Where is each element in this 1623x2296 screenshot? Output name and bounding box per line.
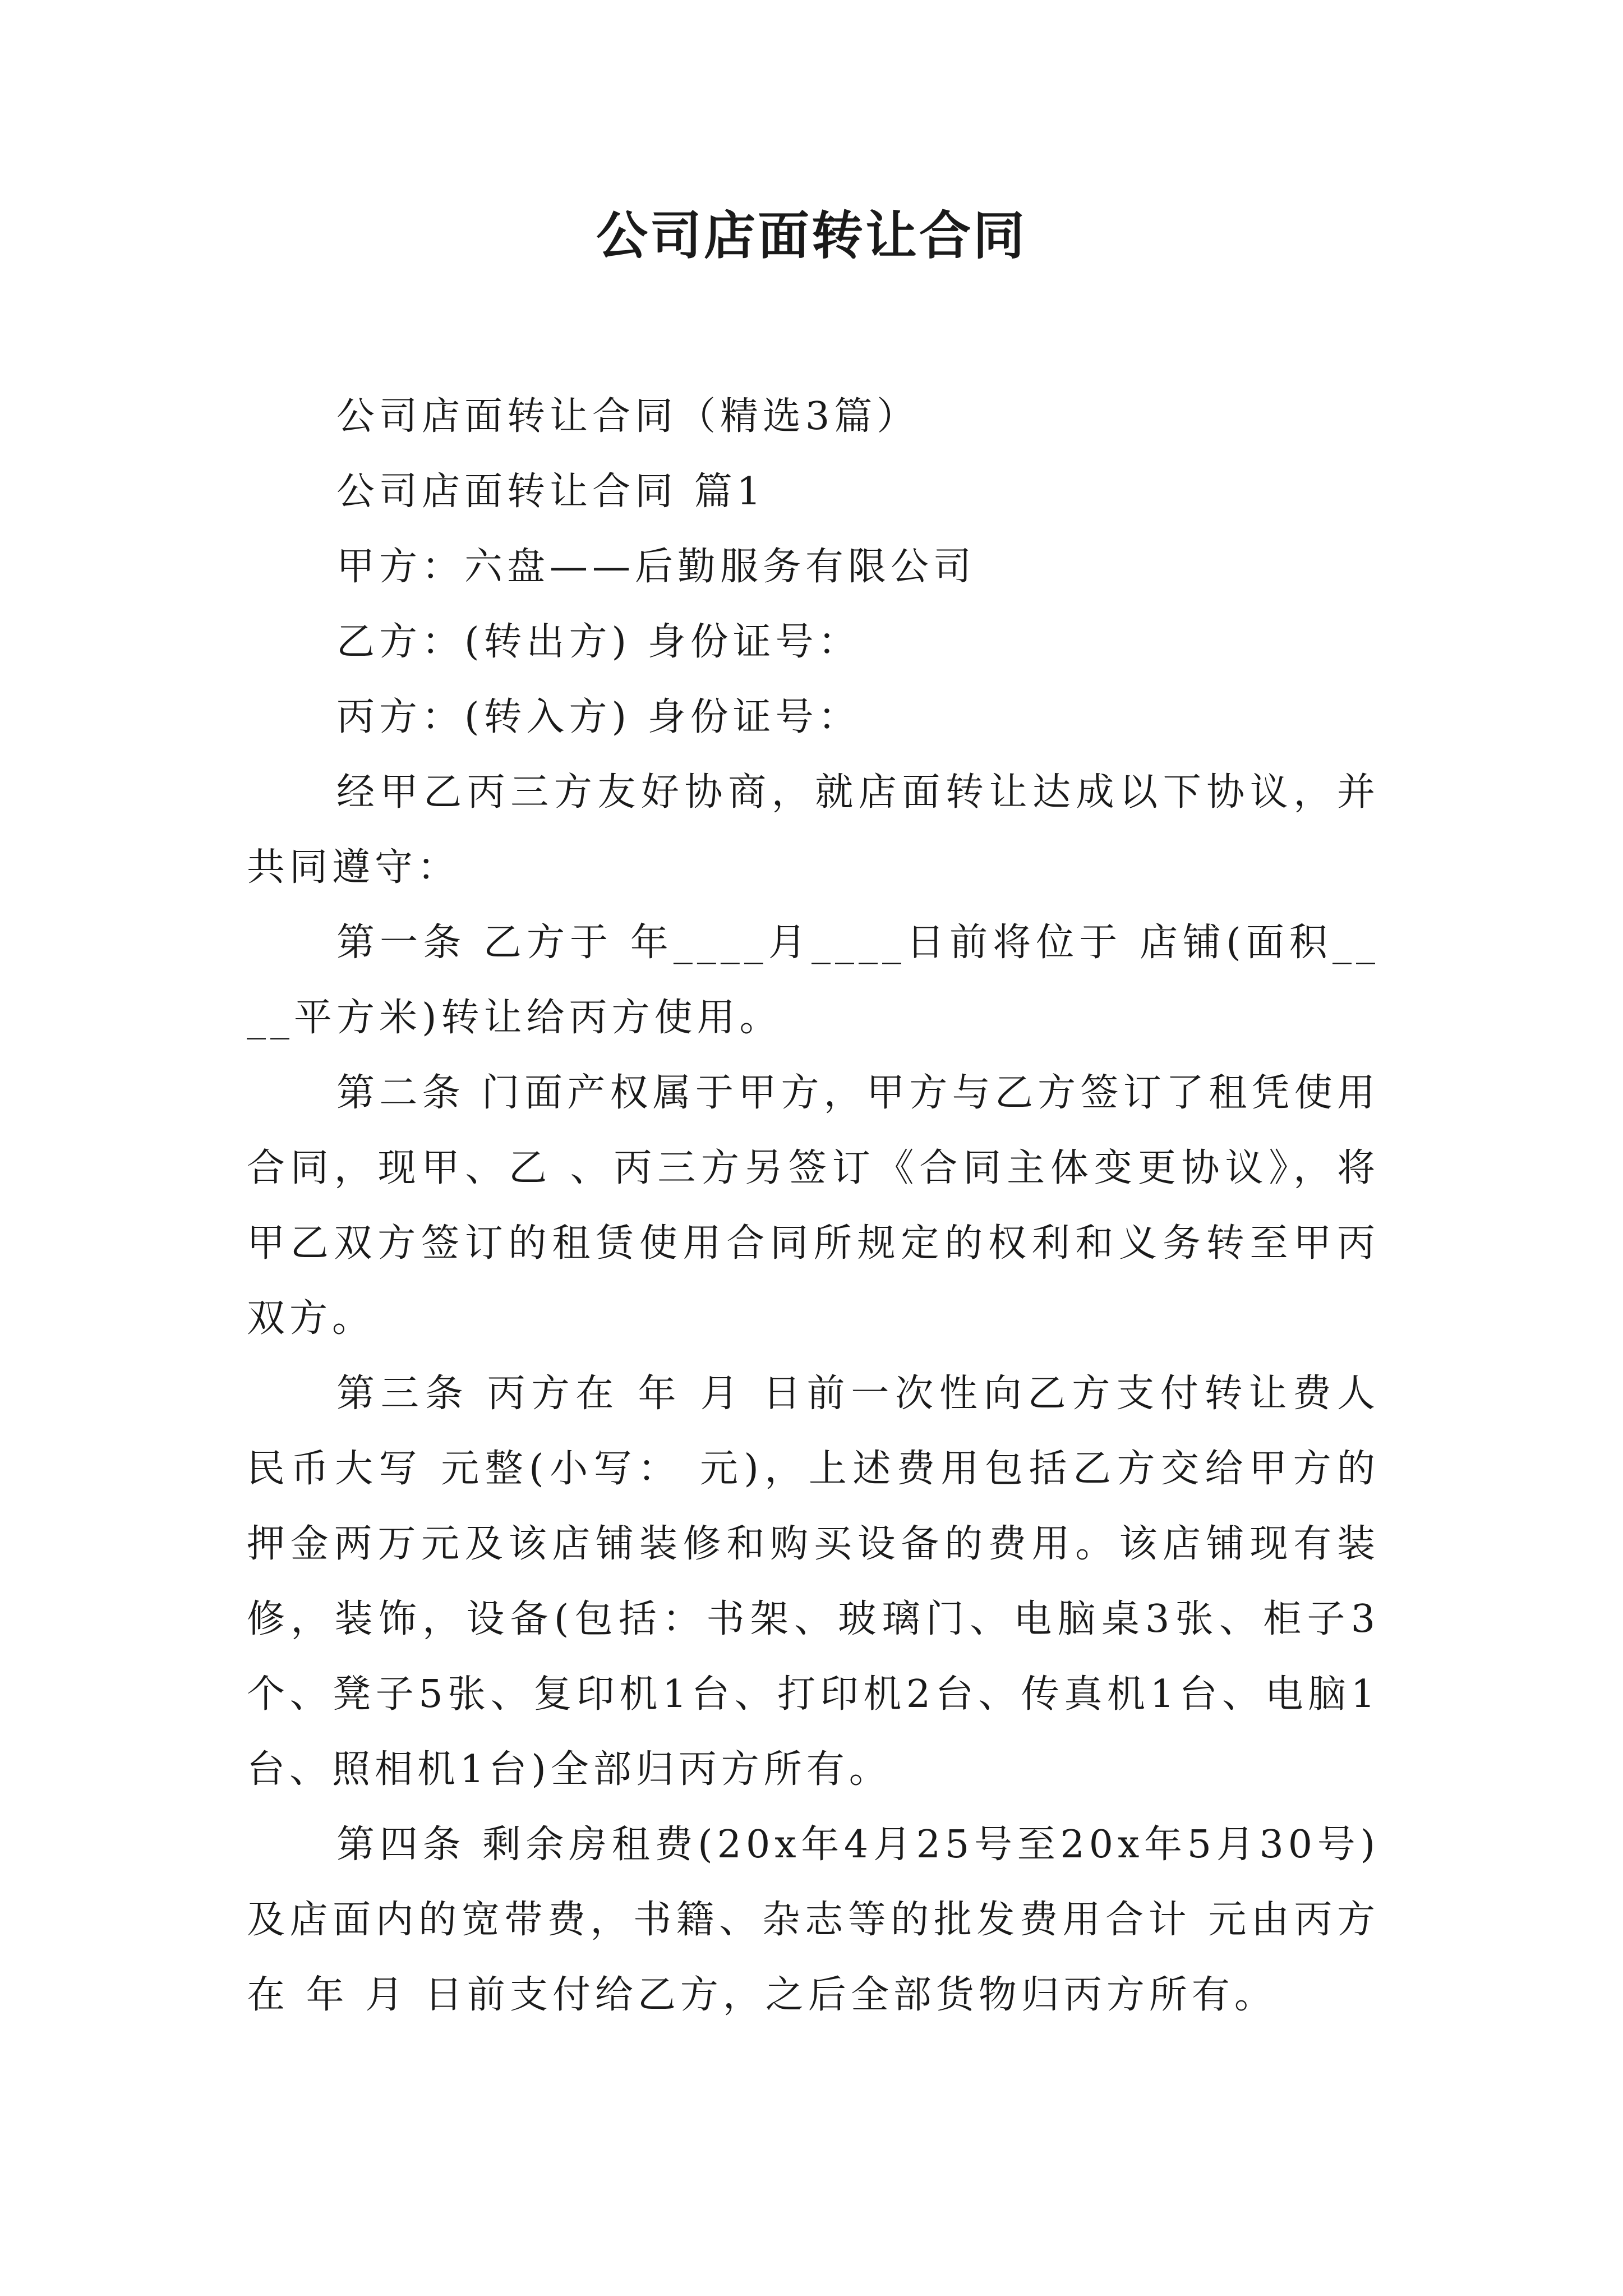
subtitle-paragraph: 公司店面转让合同（精选3篇） xyxy=(336,394,920,439)
article-3: 第三条 丙方在 年 月 日前一次性向乙方支付转让费人民币大写 元整(小写： 元)，上述费用包括乙方交给甲方的押金两万元及该店铺装修和购买设备的费用。该店铺现有装修，装饰，设备(包括：书架、玻璃门、电脑桌3张、柜子3个、凳子5张、复印机1台、打印机2台、传真机1台、电脑1台、照相机1台)全部归丙方所有。 xyxy=(247,1372,1380,1792)
article-4: 第四条 剩余房租费(20x年4月25号至20x年5月30号)及店面内的宽带费，书籍、杂志等的批发费用合计 元由丙方在 年 月 日前支付给乙方，之后全部货物归丙方所有。 xyxy=(247,1823,1380,2017)
article-2: 第二条 门面产权属于甲方，甲方与乙方签订了租凭使用合同，现甲、乙 、丙三方另签订《合同主体变更协议》，将甲乙双方签订的租赁使用合同所规定的权利和义务转至甲丙双方。 xyxy=(247,1071,1380,1341)
document-body xyxy=(247,379,1380,2033)
party-a-line: 甲方：六盘——后勤服务有限公司 xyxy=(336,545,976,589)
party-b-line: 乙方：(转出方) 身份证号： xyxy=(336,620,861,664)
article-1: 第一条 乙方于 年____月____日前将位于 店铺(面积____平方米)转让给丙方使用。 xyxy=(247,921,1380,1040)
document-title: 公司店面转让合同 xyxy=(596,205,1027,266)
party-c-line: 丙方：(转入方) 身份证号： xyxy=(336,695,861,739)
section-heading: 公司店面转让合同 篇1 xyxy=(336,470,766,514)
intro-paragraph: 经甲乙丙三方友好协商，就店面转让达成以下协议，并共同遵守： xyxy=(247,770,1380,890)
